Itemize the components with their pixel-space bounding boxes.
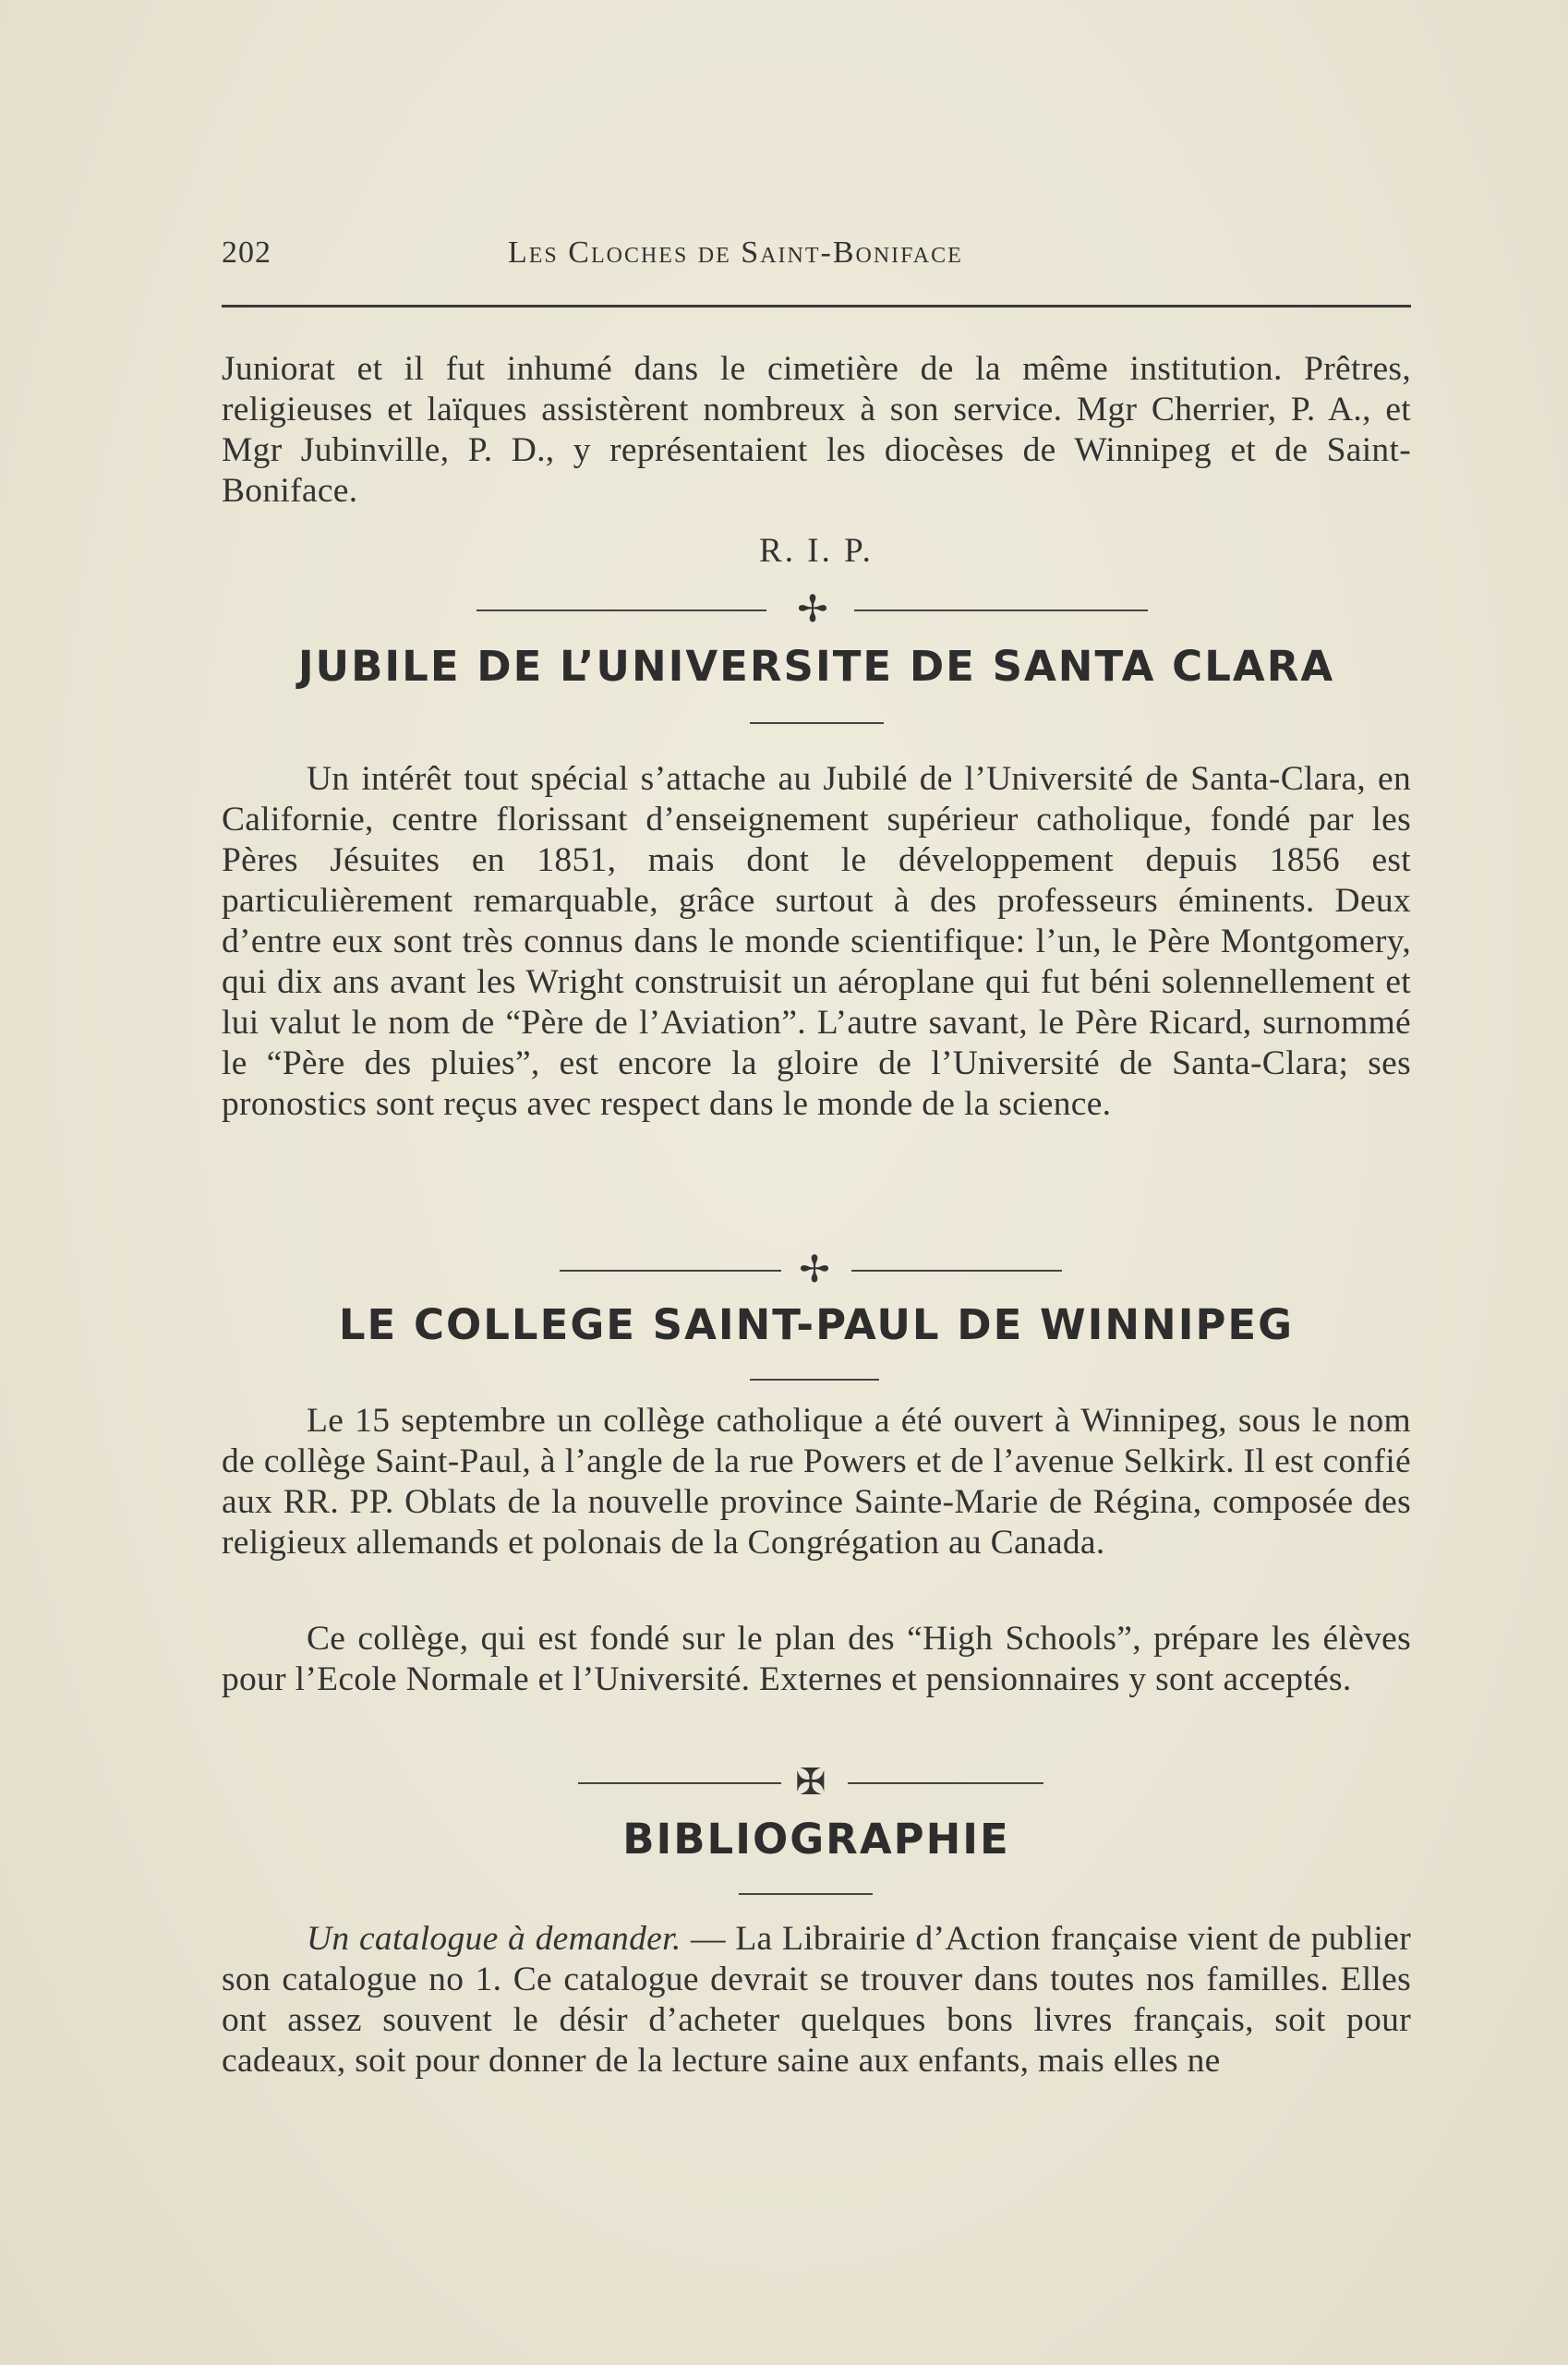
bibliographie-body: — La Librairie d’Action française vient de publier son catalogue no 1. Ce catalogue devrait se trouver dans toutes nos familles. Elles ont assez souvent le désir d’acheter quelques bons livres français, soit pour cadeaux, soit pour donner de la lecture saine aux enfants, mais elles ne <box>222 1920 1411 2080</box>
section-divider <box>0 588 1568 631</box>
cross-ornament-icon: ✢ <box>797 588 828 631</box>
heading-underline <box>750 1379 879 1381</box>
header-rule <box>222 305 1411 308</box>
page-number: 202 <box>222 235 271 270</box>
heading-underline <box>739 1893 873 1895</box>
heading-bibliographie: BIBLIOGRAPHIE <box>622 1815 1010 1864</box>
bibliographie-lead: Un catalogue à demander. <box>307 1920 681 1958</box>
heading-underline <box>750 722 884 724</box>
section-divider <box>0 1249 1568 1291</box>
running-title: Les Cloches de Saint-Boniface <box>508 235 963 270</box>
intro-paragraph: Juniorat et il fut inhumé dans le cimetière de la même institution. Prêtres, religieuses et laïques assistèrent nombreux à son service. Mgr Cherrier, P. A., et Mgr Jubinville, P. D., y représentaient les diocèses de Winnipeg et de Saint-Boniface. <box>222 350 1411 510</box>
maltese-cross-icon: ✠ <box>795 1761 826 1804</box>
cross-ornament-icon: ✢ <box>799 1249 830 1291</box>
bibliographie-paragraph <box>222 1919 1411 2081</box>
saint-paul-paragraph-2: Ce collège, qui est fondé sur le plan des “High Schools”, prépare les élèves pour l’Ecole Normale et l’Université. Externes et pensionnaires y sont acceptés. <box>222 1620 1411 1698</box>
page-header <box>222 235 1411 282</box>
santa-clara-paragraph: Un intérêt tout spécial s’attache au Jubilé de l’Université de Santa-Clara, en Californie, centre florissant d’enseignement supérieur catholique, fondé par les Pères Jésuites en 1851, mais dont le développement depuis 1856 est particulièrement remarquable, grâce surtout à des professeurs éminents. Deux d’entre eux sont très connus dans le monde scientifique: l’un, le Père Montgomery, qui dix ans avant les Wright construisit un aéroplane qui fut béni solennellement et lui valut le nom de “Père de l’Aviation”. L’autre savant, le Père Ricard, surnommé le “Père des pluies”, est encore la gloire de l’Université de Santa-Clara; ses pronostics sont reçus avec respect dans le monde de la science. <box>222 760 1411 1123</box>
heading-santa-clara: JUBILE DE L’UNIVERSITE DE SANTA CLARA <box>297 642 1335 691</box>
saint-paul-paragraph-1: Le 15 septembre un collège catholique a été ouvert à Winnipeg, sous le nom de collège Saint-Paul, à l’angle de la rue Powers et de l’avenue Selkirk. Il est confié aux RR. PP. Oblats de la nouvelle province Sainte-Marie de Régina, composée des religieux allemands et polonais de la Congrégation au Canada. <box>222 1402 1411 1562</box>
heading-saint-paul: LE COLLEGE SAINT-PAUL DE WINNIPEG <box>338 1300 1295 1349</box>
rip-text: R. I. P. <box>759 532 874 570</box>
section-divider <box>0 1761 1568 1804</box>
